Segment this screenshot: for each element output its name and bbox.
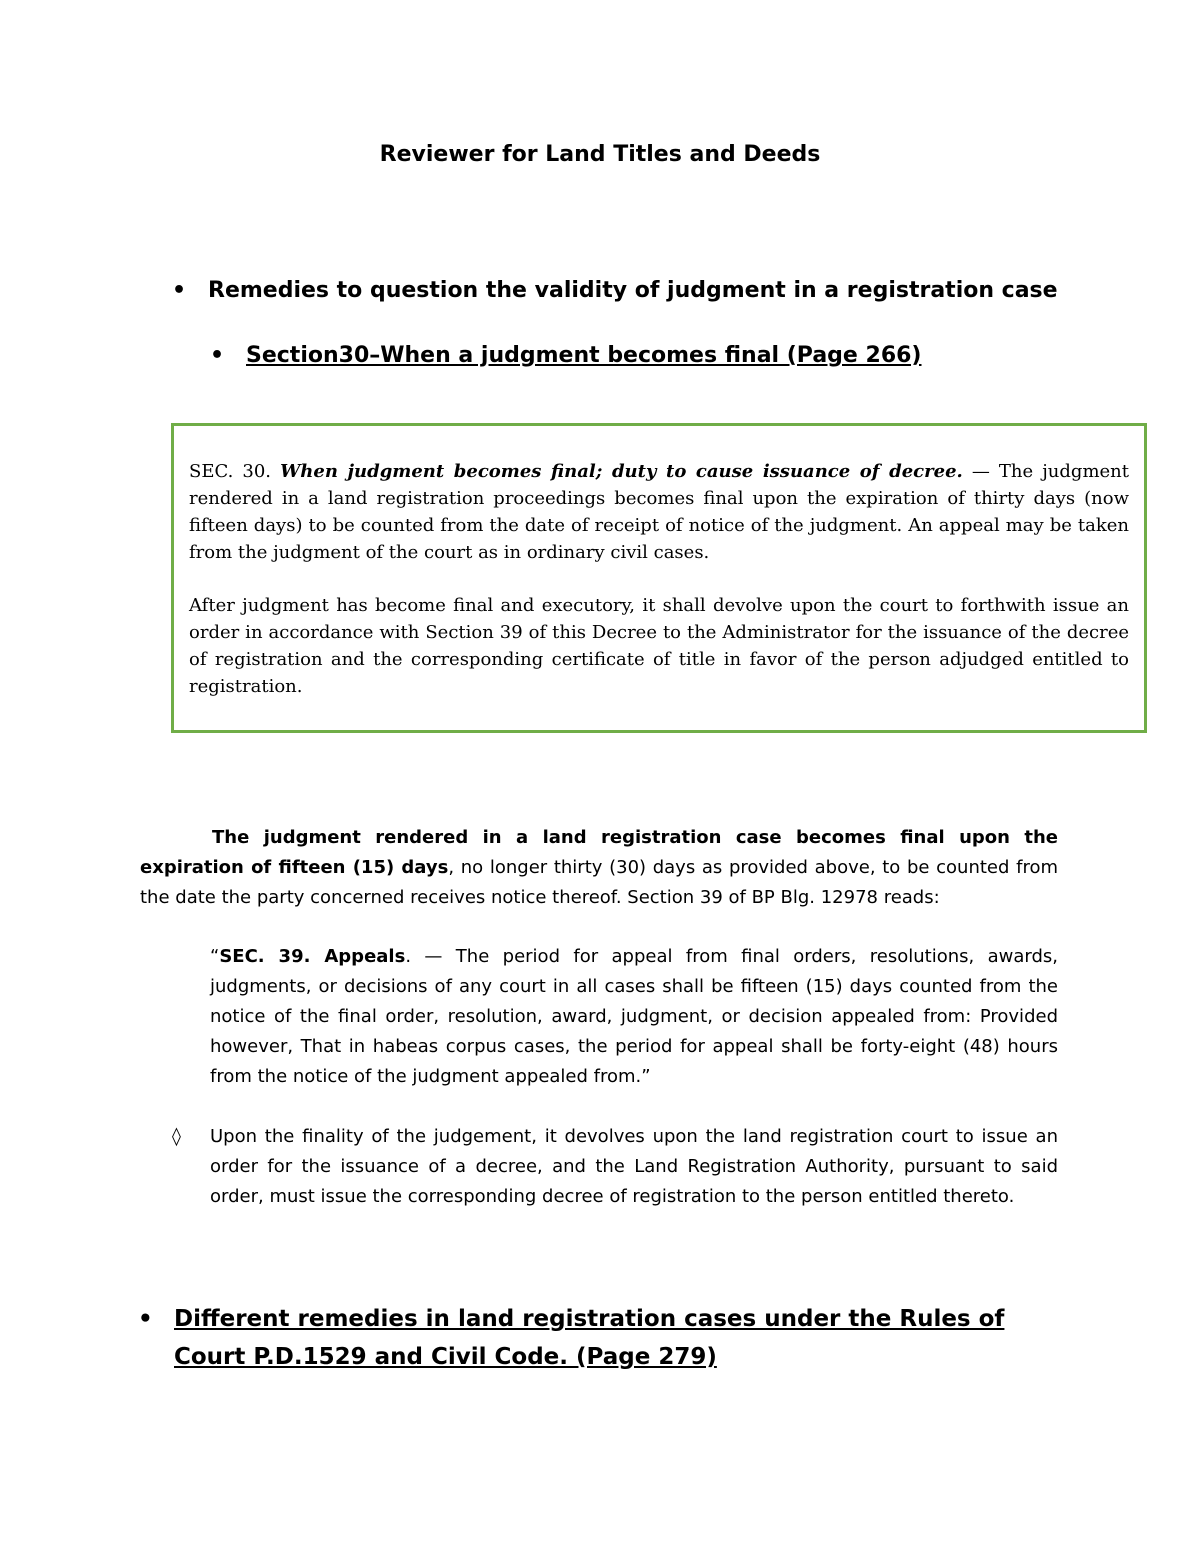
body-bold-text: The judgment rendered in a land registration case becomes final upon the expiration of fifteen (15) days <box>140 827 1058 878</box>
heading-remedies-validity <box>172 278 1058 303</box>
quote-bold-heading: SEC. 39. Appeals <box>219 946 406 967</box>
heading-section30 <box>210 343 922 368</box>
sec30-paragraph-1 <box>189 458 1129 566</box>
bullet-icon: • <box>210 343 225 368</box>
sec30-paragraph-2: After judgment has become final and executory, it shall devolve upon the court to forthwith issue an order in accordance with Section 39 of this Decree to the Administrator for the issuance of the decree of registration and the corresponding certificate of title in favor of the person adjudged entitled to registration. <box>189 595 1129 697</box>
quote-text: . — The period for appeal from final orders, resolutions, awards, judgments, or decisions of any court in all cases shall be fifteen (15) days counted from the notice of the final order, resolution, award, judgment, or decision appealed from: Provided however, That in habeas corpus cases, the period for appeal shall be forty-eight (48) hours from the notice of the judgment appealed from.” <box>210 946 1058 1087</box>
section30-text-box <box>171 423 1147 733</box>
quote-open-mark: “ <box>210 946 220 967</box>
bullet-icon: • <box>138 1306 153 1332</box>
diamond-bullet-icon: ◊ <box>172 1126 181 1147</box>
document-title: Reviewer for Land Titles and Deeds <box>379 142 821 167</box>
list-item <box>172 1122 1058 1212</box>
bullet-icon: • <box>172 278 187 303</box>
sec30-paragraph-1-text: — The judgment rendered in a land registration proceedings becomes final upon the expiration of thirty days (now fifteen days) to be counted from the date of receipt of notice of the judgment. An appeal may be taken from the judgment of the court as in ordinary civil cases. <box>189 461 1129 563</box>
list-item-text: Upon the finality of the judgement, it devolves upon the land registration court to issue an order for the issuance of a decree, and the Land Registration Authority, pursuant to said order, must issue the corresponding decree of registration to the person entitled thereto. <box>210 1126 1058 1207</box>
heading-text: Remedies to question the validity of judgment in a registration case <box>208 278 1058 303</box>
heading-text: Different remedies in land registration cases under the Rules of Court P.D.1529 and Civil Code. (Page 279) <box>174 1306 1005 1370</box>
heading-different-remedies <box>138 1300 1068 1376</box>
sec39-quote <box>210 942 1058 1092</box>
body-text: , no longer thirty (30) days as provided above, to be counted from the date the party concerned receives notice thereof. Section 39 of BP Blg. 12978 reads: <box>140 857 1058 908</box>
sec30-lead: SEC. 30. <box>189 461 272 482</box>
body-paragraph <box>140 823 1058 913</box>
heading-text: Section30–When a judgment becomes final (Page 266) <box>246 343 922 368</box>
sec30-heading: When judgment becomes final; duty to cause issuance of decree. <box>280 461 963 482</box>
